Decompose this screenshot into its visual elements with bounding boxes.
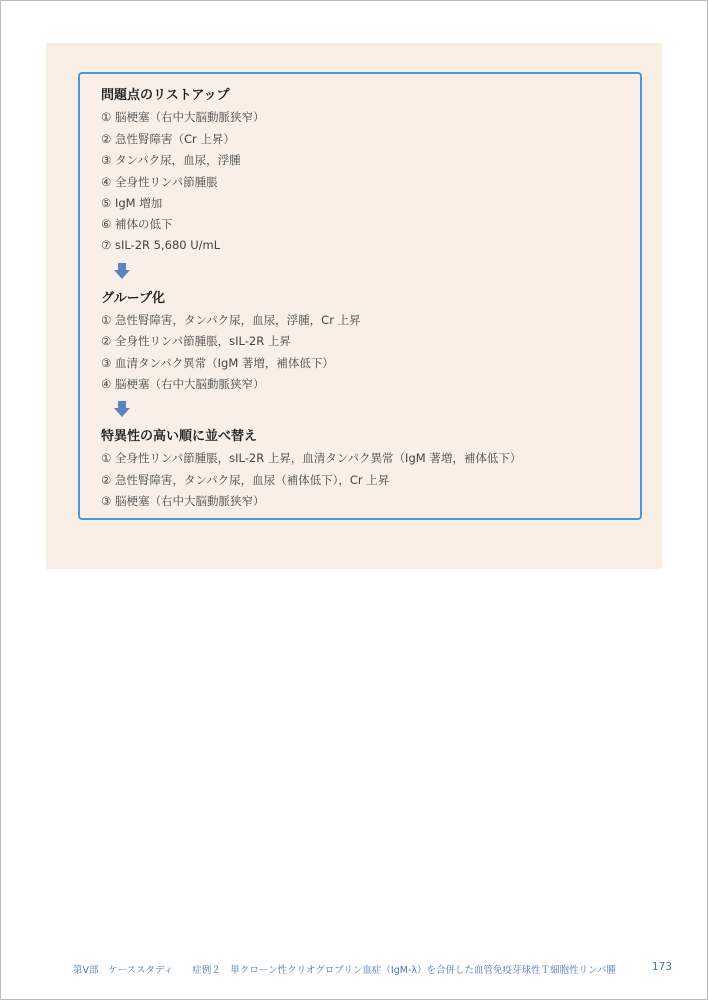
down-arrow-icon bbox=[113, 262, 131, 280]
list-item: ③ 血清タンパク異常（IgM 著増，補体低下） bbox=[101, 356, 334, 370]
list-item: ① 脳梗塞（右中大脳動脈狭窄） bbox=[101, 110, 265, 124]
list-item: ⑥ 補体の低下 bbox=[101, 217, 173, 231]
list-item: ④ 脳梗塞（右中大脳動脈狭窄） bbox=[101, 377, 265, 391]
list-item: ② 全身性リンパ節腫脹，sIL-2R 上昇 bbox=[101, 334, 291, 348]
list-item: ④ 全身性リンパ節腫脹 bbox=[101, 175, 218, 189]
down-arrow-icon bbox=[113, 400, 131, 418]
section-heading-reorder: 特異性の高い順に並べ替え bbox=[101, 429, 258, 444]
page-number: 173 bbox=[652, 961, 673, 973]
list-item: ⑤ IgM 増加 bbox=[101, 196, 163, 210]
list-item: ① 全身性リンパ節腫脹，sIL-2R 上昇，血清タンパク異常（IgM 著増，補体低下） bbox=[101, 451, 522, 465]
list-item: ③ 脳梗塞（右中大脳動脈狭窄） bbox=[101, 494, 265, 508]
list-item: ⑦ sIL-2R 5,680 U/mL bbox=[101, 238, 221, 252]
list-item: ③ タンパク尿，血尿，浮腫 bbox=[101, 153, 241, 167]
list-item: ② 急性腎障害（Cr 上昇） bbox=[101, 132, 235, 146]
list-item: ① 急性腎障害，タンパク尿，血尿，浮腫，Cr 上昇 bbox=[101, 313, 361, 327]
list-item: ② 急性腎障害，タンパク尿，血尿（補体低下），Cr 上昇 bbox=[101, 473, 390, 487]
running-footer: 第Ⅴ部 ケーススタディ 症例２ 単クローン性クリオグロブリン血症（IgM-λ）を合併した血管免疫芽球性Ｔ細胞性リンパ腫 bbox=[73, 965, 616, 976]
section-heading-grouping: グループ化 bbox=[101, 291, 165, 306]
section-heading-listup: 問題点のリストアップ bbox=[101, 88, 230, 103]
